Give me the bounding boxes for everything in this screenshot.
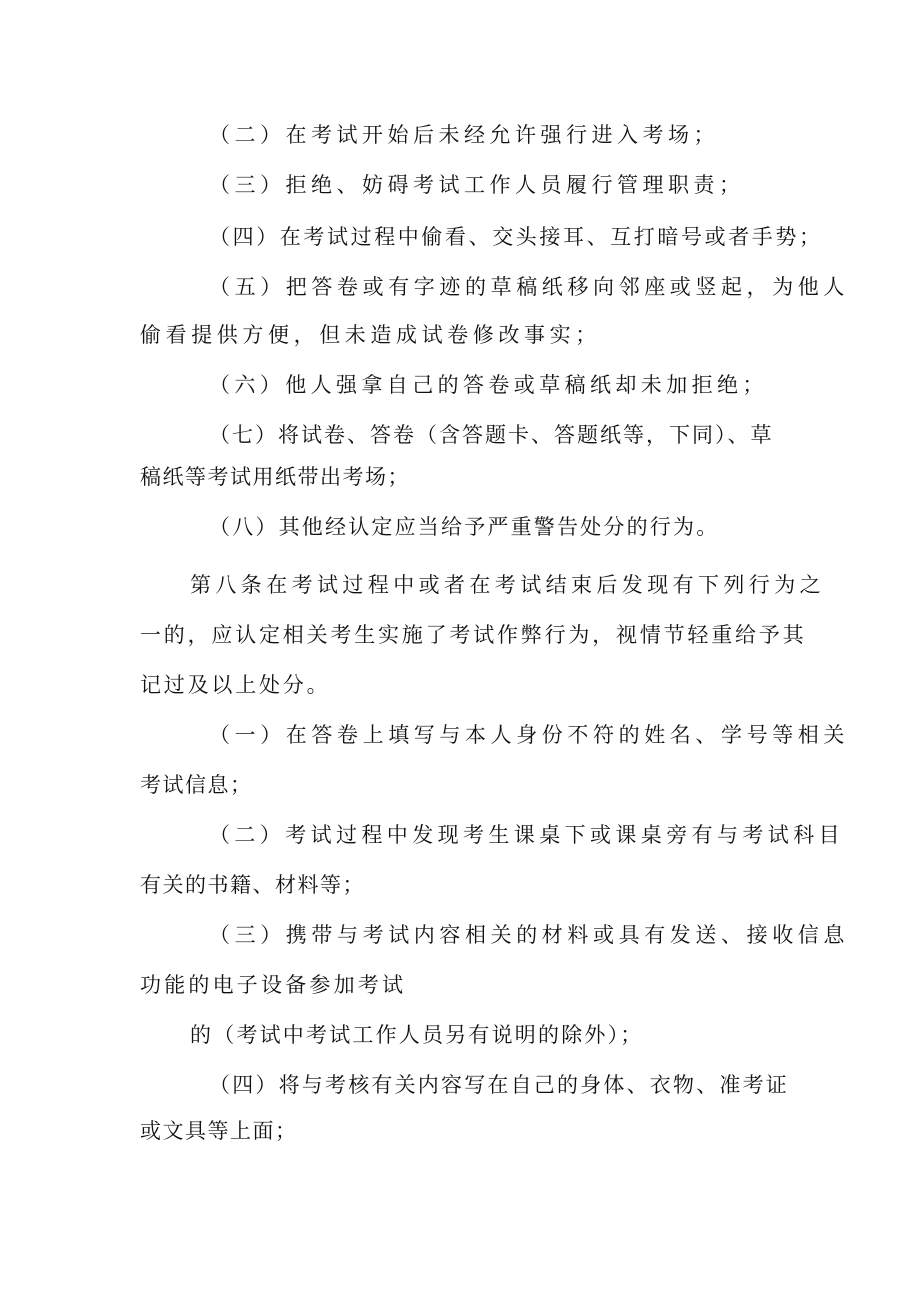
clause-line: （一）在答卷上填写与本人身份不符的姓名、学号等相关 bbox=[209, 723, 849, 747]
clause-line: （四）将与考核有关内容写在自己的身体、衣物、准考证 bbox=[209, 1073, 789, 1097]
clause-line: （八）其他经认定应当给予严重警告处分的行为。 bbox=[209, 515, 720, 539]
article-heading-line: 第八条在考试过程中或者在考试结束后发现有下列行为之 bbox=[190, 573, 825, 597]
clause-line: （二）考试过程中发现考生课桌下或课桌旁有与考试科目 bbox=[209, 823, 844, 847]
clause-line: （三）携带与考试内容相关的材料或具有发送、接收信息 bbox=[209, 923, 849, 947]
clause-line: （七）将试卷、答卷（含答题卡、答题纸等，下同）、草 bbox=[209, 423, 774, 447]
clause-line-continuation: 稿纸等考试用纸带出考场； bbox=[140, 465, 410, 489]
article-line-continuation: 记过及以上处分。 bbox=[140, 673, 331, 697]
clause-line-continuation: 偷看提供方便，但未造成试卷修改事实； bbox=[140, 323, 601, 347]
clause-line-continuation: 的（考试中考试工作人员另有说明的除外）； bbox=[190, 1023, 644, 1047]
clause-line: （六）他人强拿自己的答卷或草稿纸却未加拒绝； bbox=[209, 373, 768, 397]
clause-line: （三）拒绝、妨碍考试工作人员履行管理职责； bbox=[209, 173, 745, 197]
clause-line-continuation: 有关的书籍、材料等； bbox=[140, 873, 365, 897]
clause-line: （五）把答卷或有字迹的草稿纸移向邻座或竖起，为他人 bbox=[209, 275, 849, 299]
clause-line: （二）在考试开始后未经允许强行进入考场； bbox=[209, 123, 719, 147]
clause-line: （四）在考试过程中偷看、交头接耳、互打暗号或者手势； bbox=[209, 225, 823, 249]
clause-line-continuation: 或文具等上面； bbox=[140, 1119, 298, 1143]
article-line-continuation: 一的，应认定相关考生实施了考试作弊行为，视情节轻重给予其 bbox=[140, 623, 807, 647]
clause-line-continuation: 考试信息； bbox=[140, 773, 253, 797]
clause-line-continuation: 功能的电子设备参加考试 bbox=[140, 973, 407, 997]
